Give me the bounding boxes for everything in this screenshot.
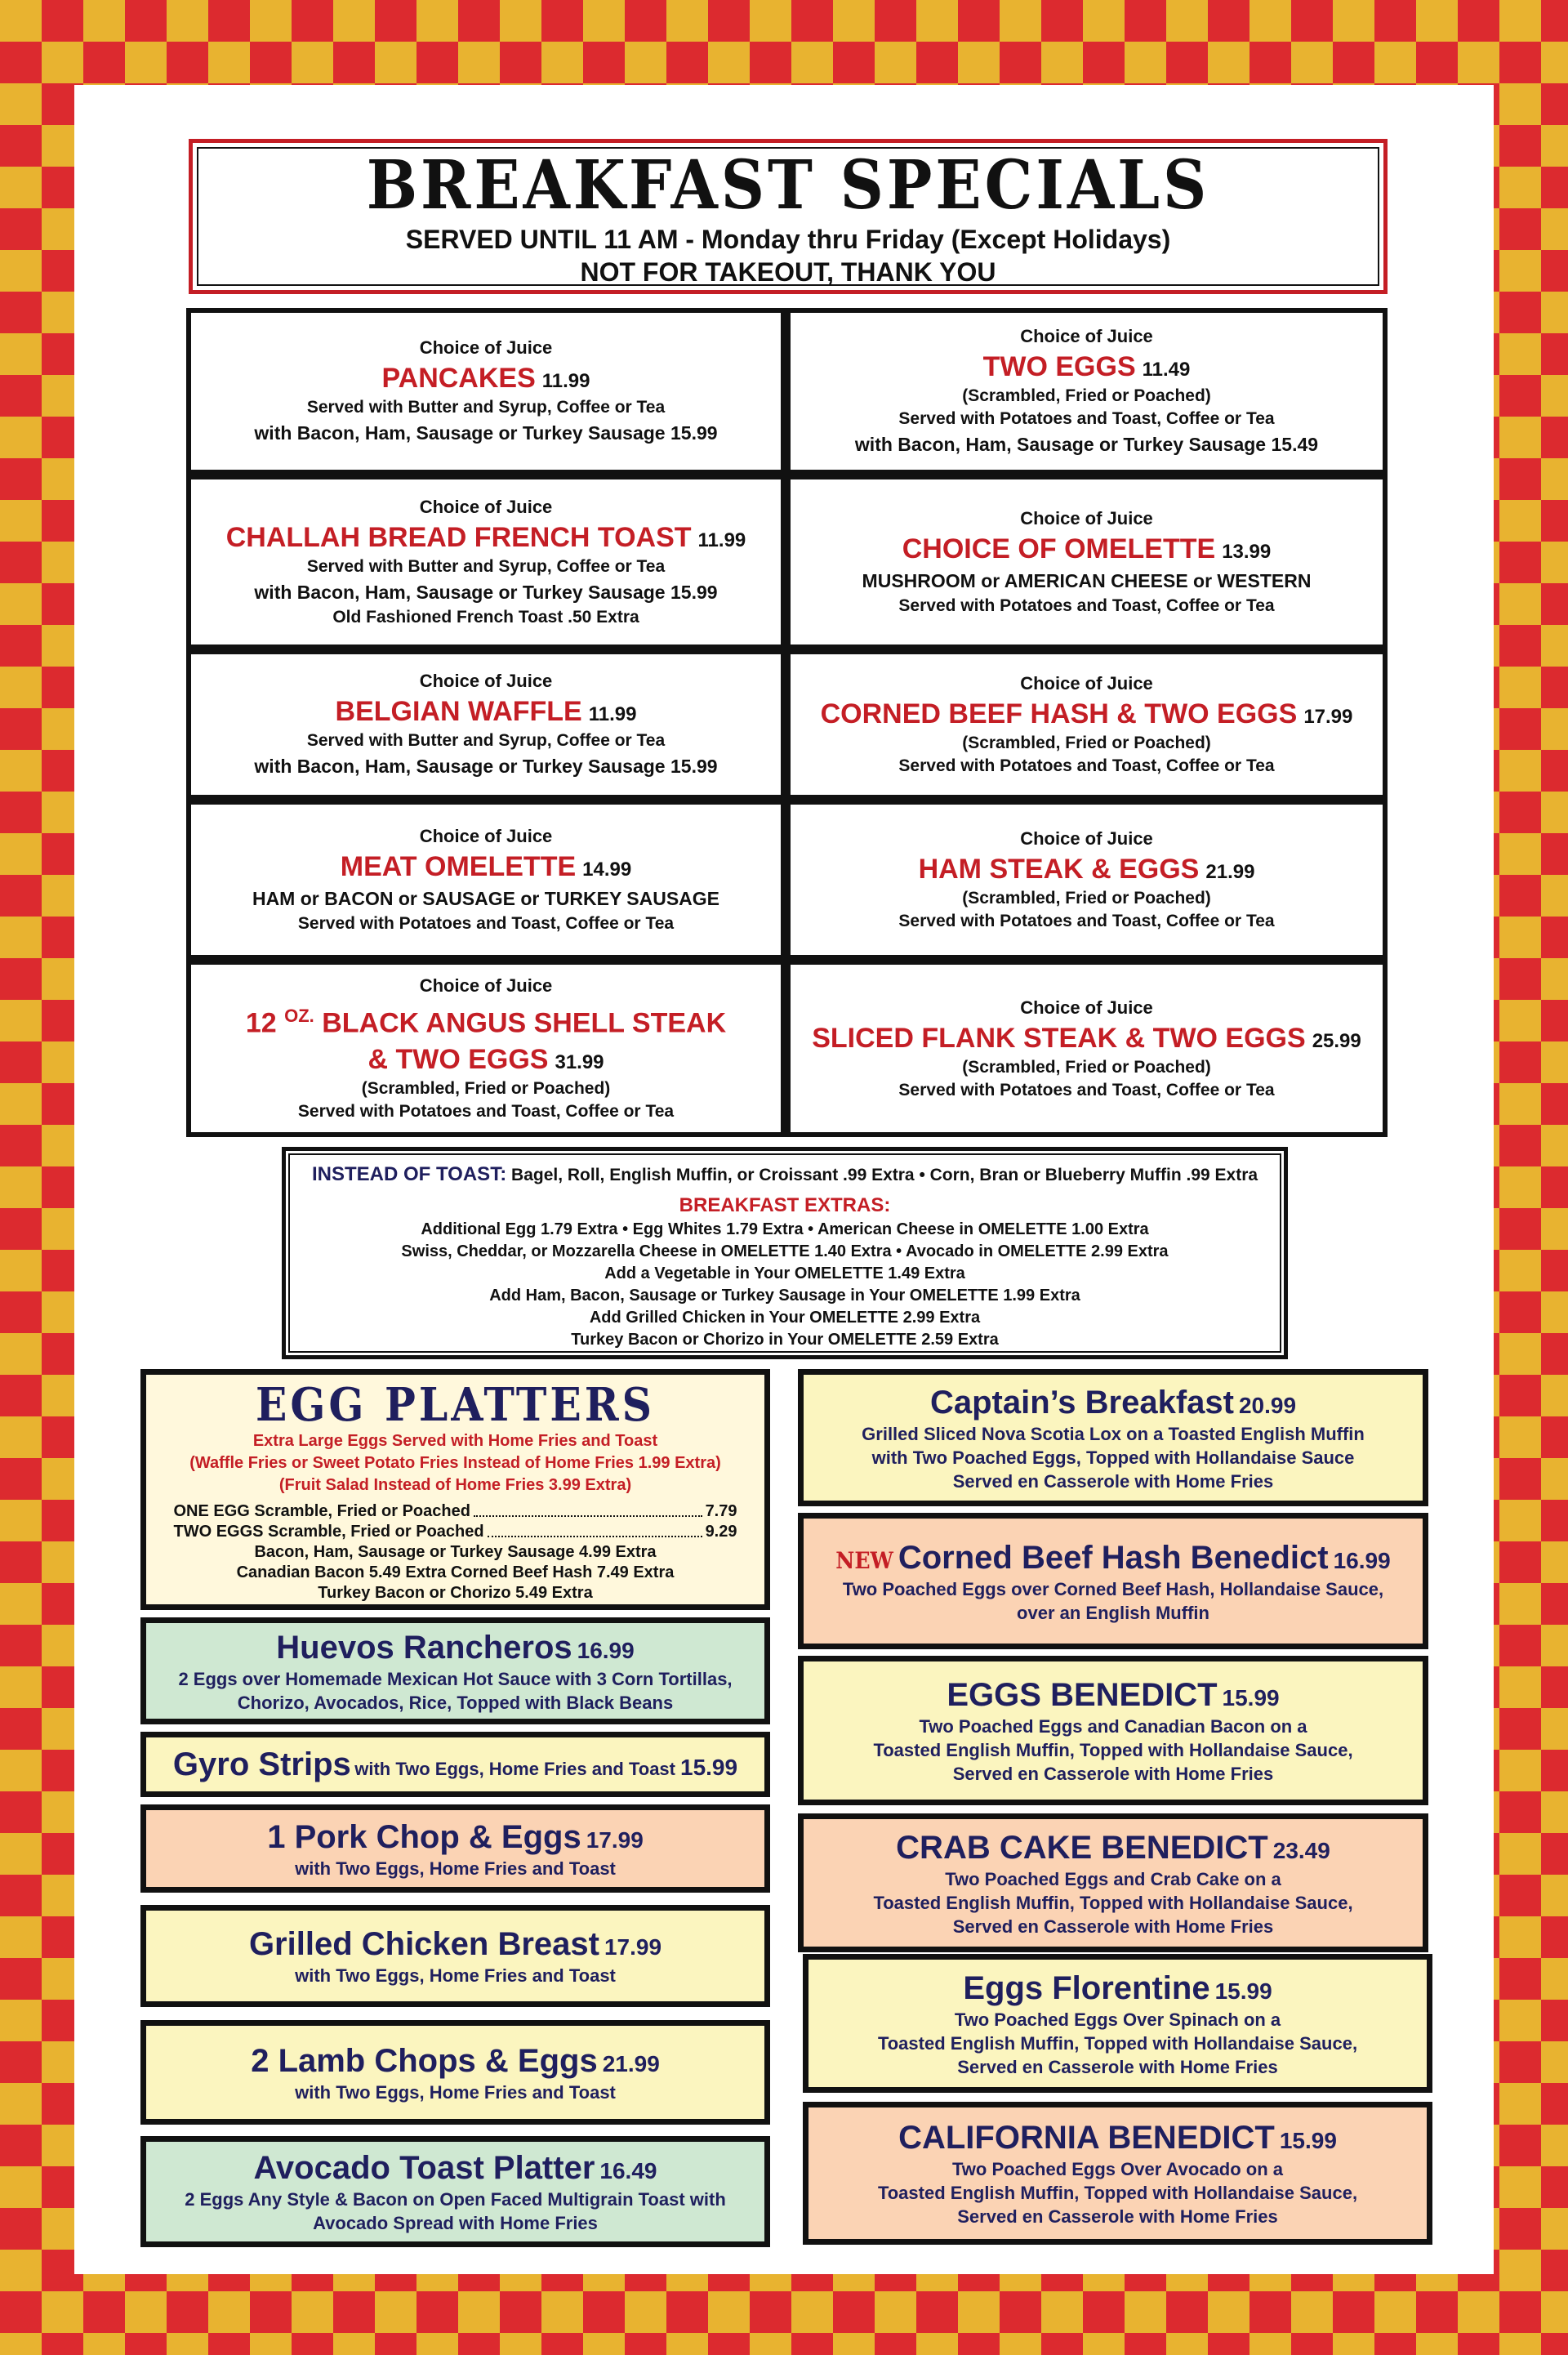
new-badge: NEW bbox=[835, 1546, 893, 1574]
juice-note: Choice of Juice bbox=[1020, 828, 1153, 849]
special-desc: (Scrambled, Fried or Poached) bbox=[361, 1078, 611, 1098]
extras-line: Add a Vegetable in Your OMELETTE 1.49 Extra bbox=[604, 1264, 965, 1282]
item-name: CALIFORNIA BENEDICT bbox=[898, 2120, 1275, 2156]
special-desc: Served with Butter and Syrup, Coffee or Tea bbox=[306, 557, 666, 576]
item-name: Huevos Rancheros bbox=[276, 1629, 572, 1666]
platter-addon: Turkey Bacon or Chorizo 5.49 Extra bbox=[318, 1584, 593, 1602]
juice-note: Choice of Juice bbox=[1020, 508, 1153, 529]
special-desc: (Scrambled, Fried or Poached) bbox=[962, 1057, 1211, 1077]
special-name: SLICED FLANK STEAK & TWO EGGS bbox=[812, 1022, 1306, 1054]
item-desc: over an English Muffin bbox=[1017, 1602, 1209, 1623]
item-desc: Avocado Spread with Home Fries bbox=[313, 2213, 598, 2233]
item-desc: Served en Casserole with Home Fries bbox=[957, 2056, 1278, 2077]
item-corned-beef-benedict bbox=[798, 1513, 1428, 1649]
special-name: CORNED BEEF HASH & TWO EGGS bbox=[820, 698, 1298, 729]
extras-line: Add Grilled Chicken in Your OMELETTE 2.99 Extra bbox=[589, 1309, 981, 1327]
special-desc: Served with Butter and Syrup, Coffee or Tea bbox=[306, 398, 666, 417]
item-grilled-chicken bbox=[140, 1905, 770, 2007]
platter-note: (Fruit Salad Instead of Home Fries 3.99 Extra) bbox=[278, 1476, 632, 1494]
item-desc: Served en Casserole with Home Fries bbox=[952, 1764, 1274, 1784]
item-desc: Served en Casserole with Home Fries bbox=[952, 1470, 1274, 1492]
special-meat-omelette bbox=[186, 800, 786, 960]
special-note: Old Fashioned French Toast .50 Extra bbox=[332, 608, 639, 627]
item-desc: Toasted English Muffin, Topped with Hollandaise Sauce, bbox=[877, 2032, 1358, 2054]
special-price: 11.49 bbox=[1142, 359, 1191, 381]
item-pork-chop bbox=[140, 1804, 770, 1893]
special-desc: Served with Potatoes and Toast, Coffee or Tea bbox=[898, 756, 1275, 775]
item-avocado-toast bbox=[140, 2136, 770, 2247]
special-desc: Served with Potatoes and Toast, Coffee or Tea bbox=[297, 914, 675, 933]
item-lamb-chops bbox=[140, 2020, 770, 2125]
platter-row: ONE EGG Scramble, Fried or Poached 7.79 bbox=[173, 1502, 737, 1520]
title-box bbox=[189, 139, 1388, 294]
toast-options: INSTEAD OF TOAST: Bagel, Roll, English Muffin, or Croissant .99 Extra • Corn, Bran or Blueberry Muffin .99 Extra bbox=[311, 1163, 1258, 1185]
special-price: 25.99 bbox=[1312, 1029, 1361, 1052]
special-desc: (Scrambled, Fried or Poached) bbox=[962, 386, 1211, 405]
special-desc: (Scrambled, Fried or Poached) bbox=[962, 734, 1211, 752]
special-two-eggs bbox=[786, 308, 1388, 475]
special-name: CHOICE OF OMELETTE bbox=[902, 533, 1216, 564]
special-desc: Served with Potatoes and Toast, Coffee or Tea bbox=[898, 1080, 1275, 1099]
special-upgrade: with Bacon, Ham, Sausage or Turkey Sausage 15.99 bbox=[254, 582, 718, 603]
item-desc: Two Poached Eggs over Corned Beef Hash, Hollandaise Sauce, bbox=[842, 1578, 1384, 1599]
item-price: 21.99 bbox=[602, 2050, 660, 2076]
item-price: 16.99 bbox=[577, 1637, 635, 1663]
item-desc: Toasted English Muffin, Topped with Hollandaise Sauce, bbox=[873, 1892, 1353, 1913]
item-price: 17.99 bbox=[604, 1934, 662, 1960]
item-price: 17.99 bbox=[586, 1826, 644, 1853]
extras-line: Turkey Bacon or Chorizo in Your OMELETTE 2.59 Extra bbox=[571, 1331, 999, 1349]
special-ham-steak bbox=[786, 800, 1388, 960]
item-captains-breakfast bbox=[798, 1369, 1428, 1506]
special-price: 11.99 bbox=[697, 529, 746, 551]
special-upgrade: with Bacon, Ham, Sausage or Turkey Sausage 15.99 bbox=[254, 422, 718, 444]
special-desc: Served with Butter and Syrup, Coffee or Tea bbox=[306, 731, 666, 750]
item-desc: with Two Eggs, Home Fries and Toast bbox=[295, 2081, 616, 2103]
item-crab-cake-benedict bbox=[798, 1813, 1428, 1952]
item-desc: with Two Poached Eggs, Topped with Hollandaise Sauce bbox=[871, 1447, 1355, 1468]
item-name: 1 Pork Chop & Eggs bbox=[267, 1818, 581, 1855]
special-upgrade: with Bacon, Ham, Sausage or Turkey Sausage 15.99 bbox=[254, 756, 718, 777]
extras-line: Add Ham, Bacon, Sausage or Turkey Sausage in Your OMELETTE 1.99 Extra bbox=[489, 1287, 1080, 1305]
extras-heading: BREAKFAST EXTRAS: bbox=[679, 1194, 891, 1216]
item-desc: Chorizo, Avocados, Rice, Topped with Black Beans bbox=[237, 1692, 674, 1713]
item-price: 23.49 bbox=[1272, 1837, 1330, 1863]
item-desc: with Two Eggs, Home Fries and Toast bbox=[354, 1759, 675, 1779]
item-desc: Two Poached Eggs and Canadian Bacon on a bbox=[919, 1716, 1307, 1737]
special-name: MEAT OMELETTE bbox=[340, 851, 577, 882]
item-price: 15.99 bbox=[1222, 1685, 1280, 1710]
item-desc: Two Poached Eggs Over Spinach on a bbox=[954, 2009, 1281, 2030]
juice-note: Choice of Juice bbox=[419, 826, 553, 846]
item-price: 16.99 bbox=[1333, 1547, 1391, 1573]
item-price: 15.99 bbox=[680, 1755, 738, 1780]
item-name: 2 Lamb Chops & Eggs bbox=[251, 2042, 598, 2079]
special-corned-beef bbox=[786, 649, 1388, 800]
platter-row: TWO EGGS Scramble, Fried or Poached 9.29 bbox=[173, 1523, 737, 1541]
special-waffle bbox=[186, 649, 786, 800]
item-huevos-rancheros bbox=[140, 1617, 770, 1724]
item-desc: Served en Casserole with Home Fries bbox=[952, 1916, 1274, 1937]
special-desc: Served with Potatoes and Toast, Coffee or Tea bbox=[297, 1101, 675, 1121]
special-name: BELGIAN WAFFLE bbox=[335, 696, 582, 727]
special-desc: (Scrambled, Fried or Poached) bbox=[962, 889, 1211, 908]
juice-note: Choice of Juice bbox=[419, 337, 553, 358]
juice-note: Choice of Juice bbox=[419, 671, 553, 691]
item-desc: Two Poached Eggs Over Avocado on a bbox=[951, 2159, 1284, 2179]
special-name-cont: & TWO EGGS bbox=[368, 1043, 549, 1075]
item-california-benedict bbox=[803, 2102, 1432, 2245]
extras-line: Swiss, Cheddar, or Mozzarella Cheese in OMELETTE 1.40 Extra • Avocado in OMELETTE 2.99 Extra bbox=[401, 1242, 1169, 1260]
extras-line: Additional Egg 1.79 Extra • Egg Whites 1.79 Extra • American Cheese in OMELETTE 1.00 Extra bbox=[421, 1220, 1149, 1238]
item-price: 20.99 bbox=[1238, 1392, 1297, 1418]
juice-note: Choice of Juice bbox=[1020, 326, 1153, 346]
special-name: HAM STEAK & EGGS bbox=[918, 854, 1200, 885]
item-name: Corned Beef Hash Benedict bbox=[898, 1539, 1329, 1576]
item-name: Grilled Chicken Breast bbox=[248, 1926, 599, 1962]
special-name: CHALLAH BREAD FRENCH TOAST bbox=[225, 522, 692, 553]
item-desc: Two Poached Eggs and Crab Cake on a bbox=[945, 1868, 1281, 1889]
item-name: CRAB CAKE BENEDICT bbox=[896, 1829, 1268, 1866]
special-price: 11.99 bbox=[541, 370, 590, 392]
special-price: 13.99 bbox=[1222, 541, 1272, 563]
platter-note: (Waffle Fries or Sweet Potato Fries Instead of Home Fries 1.99 Extra) bbox=[189, 1454, 721, 1472]
special-french-toast bbox=[186, 475, 786, 649]
special-price: 21.99 bbox=[1205, 861, 1255, 883]
special-price: 14.99 bbox=[582, 859, 632, 881]
item-price: 16.49 bbox=[599, 2158, 657, 2183]
item-eggs-benedict bbox=[798, 1656, 1428, 1805]
special-flank-steak bbox=[786, 960, 1388, 1137]
item-gyro-strips bbox=[140, 1732, 770, 1797]
item-name: EGGS BENEDICT bbox=[947, 1677, 1218, 1713]
item-desc: with Two Eggs, Home Fries and Toast bbox=[295, 1858, 616, 1879]
egg-platters-title: EGG PLATTERS bbox=[256, 1378, 655, 1432]
served-hours: SERVED UNTIL 11 AM - Monday thru Friday (Except Holidays) bbox=[405, 225, 1171, 254]
item-name: Captain’s Breakfast bbox=[929, 1384, 1234, 1421]
item-desc: Grilled Sliced Nova Scotia Lox on a Toasted English Muffin bbox=[862, 1423, 1365, 1444]
item-name: Avocado Toast Platter bbox=[253, 2150, 595, 2186]
item-desc: 2 Eggs over Homemade Mexican Hot Sauce with 3 Corn Tortillas, bbox=[178, 1668, 733, 1689]
special-desc: Served with Potatoes and Toast, Coffee or Tea bbox=[898, 912, 1275, 930]
special-price: 31.99 bbox=[555, 1050, 604, 1073]
item-desc: Toasted English Muffin, Topped with Hollandaise Sauce, bbox=[873, 1740, 1353, 1760]
special-price: 11.99 bbox=[588, 703, 637, 725]
platter-addon: Canadian Bacon 5.49 Extra Corned Beef Hash 7.49 Extra bbox=[236, 1563, 675, 1581]
platter-note: Extra Large Eggs Served with Home Fries and Toast bbox=[252, 1432, 658, 1450]
item-name: Gyro Strips bbox=[172, 1746, 351, 1782]
special-desc: Served with Potatoes and Toast, Coffee or Tea bbox=[898, 596, 1275, 615]
item-price: 15.99 bbox=[1214, 1978, 1272, 2004]
special-desc: MUSHROOM or AMERICAN CHEESE or WESTERN bbox=[862, 570, 1312, 591]
platter-addon: Bacon, Ham, Sausage or Turkey Sausage 4.99 Extra bbox=[254, 1543, 657, 1561]
special-price: 17.99 bbox=[1303, 706, 1353, 728]
item-desc: with Two Eggs, Home Fries and Toast bbox=[295, 1965, 616, 1986]
special-name: PANCAKES bbox=[381, 363, 536, 394]
item-desc: Toasted English Muffin, Topped with Hollandaise Sauce, bbox=[877, 2183, 1358, 2203]
special-omelette bbox=[786, 475, 1388, 649]
item-eggs-florentine bbox=[803, 1954, 1432, 2093]
juice-note: Choice of Juice bbox=[1020, 673, 1153, 694]
special-pancakes bbox=[186, 308, 786, 475]
item-name: Eggs Florentine bbox=[963, 1969, 1210, 2006]
special-name: 12 $^{OZ.}$ BLACK ANGUS SHELL STEAK bbox=[245, 1006, 727, 1039]
menu-title: BREAKFAST SPECIALS bbox=[366, 146, 1210, 225]
special-name: TWO EGGS bbox=[982, 351, 1136, 382]
item-price: 15.99 bbox=[1279, 2128, 1337, 2153]
juice-note: Choice of Juice bbox=[1020, 997, 1153, 1018]
special-upgrade: with Bacon, Ham, Sausage or Turkey Sausage 15.49 bbox=[854, 434, 1319, 455]
breakfast-extras bbox=[282, 1147, 1288, 1359]
takeout-note: NOT FOR TAKEOUT, THANK YOU bbox=[580, 257, 996, 287]
juice-note: Choice of Juice bbox=[419, 497, 553, 517]
juice-note: Choice of Juice bbox=[419, 975, 553, 997]
special-desc: HAM or BACON or SAUSAGE or TURKEY SAUSAGE bbox=[252, 888, 720, 909]
special-shell-steak bbox=[186, 960, 786, 1137]
item-desc: Served en Casserole with Home Fries bbox=[957, 2206, 1278, 2227]
special-desc: Served with Potatoes and Toast, Coffee or Tea bbox=[898, 409, 1275, 428]
item-desc: 2 Eggs Any Style & Bacon on Open Faced Multigrain Toast with bbox=[185, 2189, 726, 2210]
egg-platters bbox=[140, 1369, 770, 1610]
